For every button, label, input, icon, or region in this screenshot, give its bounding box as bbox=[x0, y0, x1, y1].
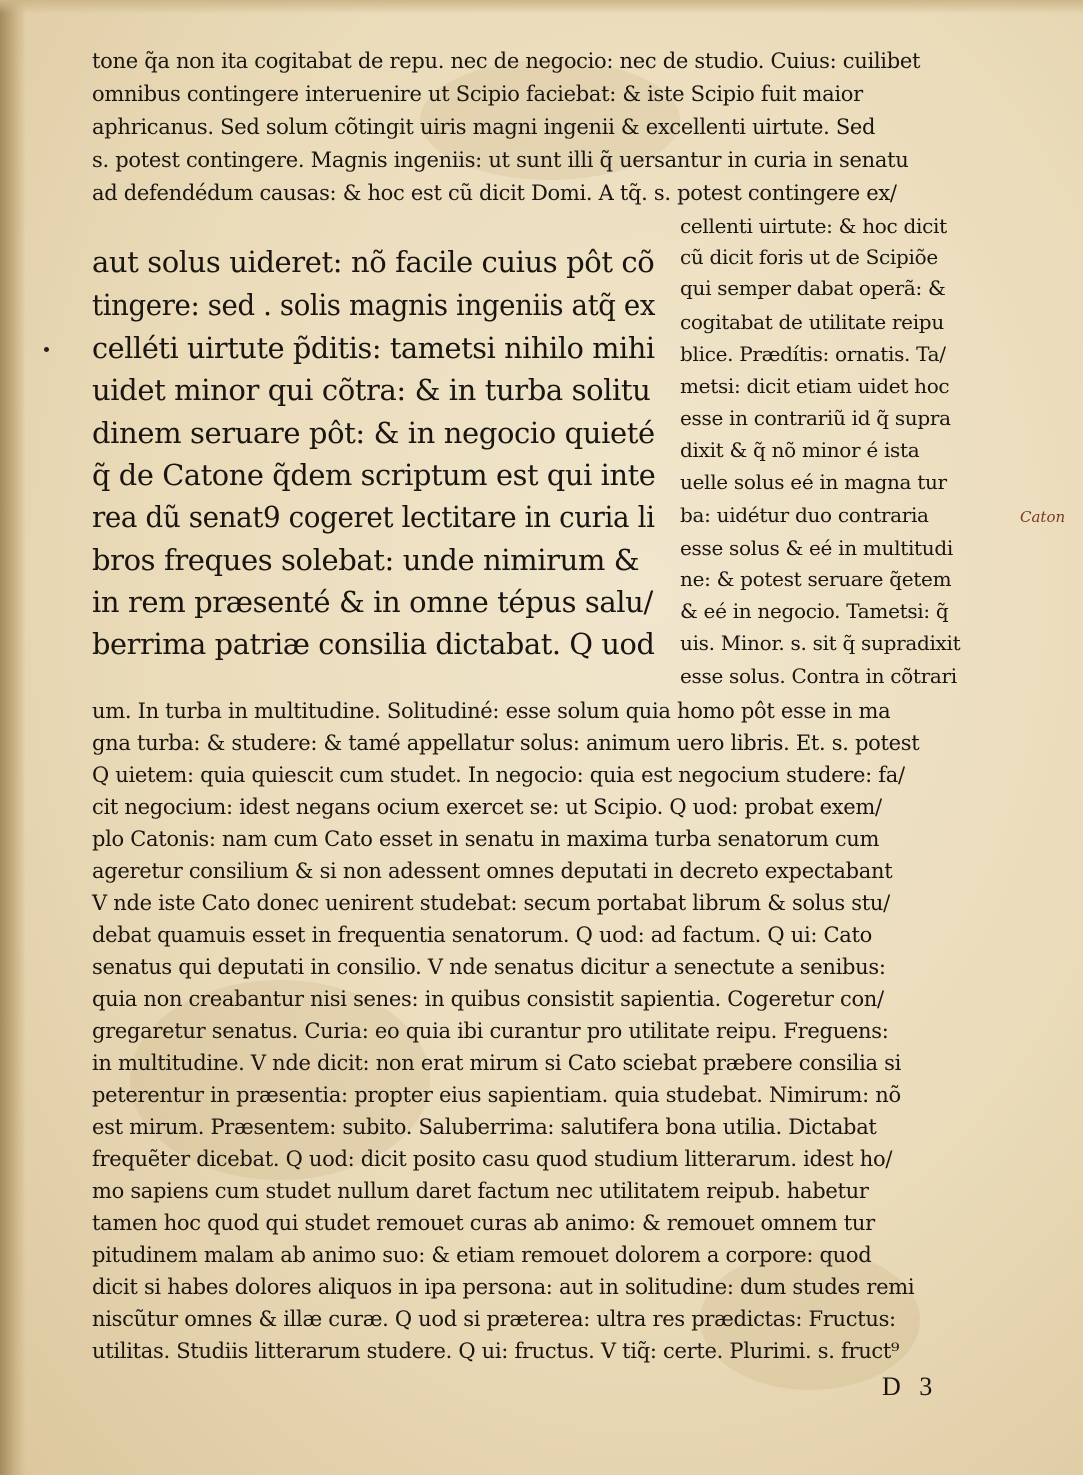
side-line: cellenti uirtute: & hoc dicit bbox=[680, 214, 947, 238]
bottom-line: gna turba: & studere: & tamé appellatur solus: animum uero libris. Et. s. potest bbox=[92, 731, 920, 755]
bottom-line: gregaretur senatus. Curia: eo quia ibi curantur pro utilitate reipu. Freguens: bbox=[92, 1019, 889, 1043]
bottom-line: in multitudine. V nde dicit: non erat mirum si Cato sciebat præbere consilia si bbox=[92, 1051, 901, 1075]
bottom-line: pitudinem malam ab animo suo: & etiam remouet dolorem a corpore: quod bbox=[92, 1243, 872, 1267]
main-line: aut solus uideret: nõ facile cuius pôt cõ bbox=[92, 245, 655, 279]
side-line: esse in contrariũ id q̃ supra bbox=[680, 406, 951, 430]
main-line: q̃ de Catone q̃dem scriptum est qui inte bbox=[92, 458, 656, 492]
side-line: metsi: dicit etiam uidet hoc bbox=[680, 374, 950, 398]
bottom-line: mo sapiens cum studet nullum daret factum nec utilitatem reipub. habetur bbox=[92, 1179, 869, 1203]
main-line: bros freques solebat: unde nimirum & bbox=[92, 543, 640, 577]
page-left-edge bbox=[0, 0, 26, 1475]
main-line: in rem præsenté & in omne tépus salu/ bbox=[92, 585, 653, 619]
side-line: dixit & q̃ nõ minor é ista bbox=[680, 438, 920, 462]
bottom-line: dicit si habes dolores aliquos in ipa persona: aut in solitudine: dum studes remi bbox=[92, 1275, 915, 1299]
top-line: aphricanus. Sed solum cõtingit uiris magni ingenii & excellenti uirtute. Sed bbox=[92, 115, 876, 139]
bottom-line: plo Catonis: nam cum Cato esset in senatu in maxima turba senatorum cum bbox=[92, 827, 880, 851]
top-line: s. potest contingere. Magnis ingeniis: ut sunt illi q̃ uersantur in curia in senatu bbox=[92, 148, 909, 172]
bottom-line: um. In turba in multitudine. Solitudiné: esse solum quia homo pôt esse in ma bbox=[92, 699, 891, 723]
bottom-line: tamen hoc quod qui studet remouet curas ab animo: & remouet omnem tur bbox=[92, 1211, 875, 1235]
main-line: celléti uirtute p̃ditis: tametsi nihilo mihi bbox=[92, 331, 655, 365]
bottom-line: frequẽter dicebat. Q uod: dicit posito casu quod studium litterarum. idest ho/ bbox=[92, 1147, 893, 1171]
side-line: esse solus & eé in multitudi bbox=[680, 536, 953, 560]
side-line: cũ dicit foris ut de Scipiõe bbox=[680, 245, 938, 269]
top-line: tone q̃a non ita cogitabat de repu. nec de negocio: nec de studio. Cuius: cuilibet bbox=[92, 49, 921, 73]
main-line: tingere: sed . solis magnis ingeniis atq̃ ex bbox=[92, 288, 656, 322]
bottom-line: cit negocium: idest negans ocium exercet se: ut Scipio. Q uod: probat exem/ bbox=[92, 795, 882, 819]
top-line: ad defendédum causas: & hoc est cũ dicit Domi. A tq̃. s. potest contingere ex/ bbox=[92, 181, 897, 205]
side-line: uis. Minor. s. sit q̃ supradixit bbox=[680, 631, 961, 655]
side-line: & eé in negocio. Tametsi: q̃ bbox=[680, 599, 949, 623]
bottom-line: debat quamuis esset in frequentia senatorum. Q uod: ad factum. Q ui: Cato bbox=[92, 923, 872, 947]
bottom-line: quia non creabantur nisi senes: in quibus consistit sapientia. Cogeretur con/ bbox=[92, 987, 884, 1011]
top-line: omnibus contingere interuenire ut Scipio faciebat: & iste Scipio fuit maior bbox=[92, 82, 863, 106]
main-line: berrima patriæ consilia dictabat. Q uod bbox=[92, 627, 655, 661]
bottom-line: est mirum. Præsentem: subito. Saluberrima: salutifera bona utilia. Dictabat bbox=[92, 1115, 877, 1139]
side-line: esse solus. Contra in cõtrari bbox=[680, 664, 957, 688]
bottom-line: peterentur in præsentia: propter eius sapientiam. quia studebat. Nimirum: nõ bbox=[92, 1083, 901, 1107]
side-line: ne: & potest seruare q̃etem bbox=[680, 567, 952, 591]
signature-mark: D 3 bbox=[882, 1372, 939, 1401]
bottom-line: ageretur consilium & si non adessent omnes deputati in decreto expectabant bbox=[92, 859, 893, 883]
page-top-edge bbox=[0, 0, 1083, 14]
side-line: blice. Prædítis: ornatis. Ta/ bbox=[680, 342, 946, 366]
ink-dot bbox=[44, 347, 49, 352]
margin-annotation: Caton bbox=[1020, 508, 1066, 526]
bottom-line: senatus qui deputati in consilio. V nde senatus dicitur a senectute a senibus: bbox=[92, 955, 886, 979]
main-line: dinem seruare pôt: & in negocio quieté bbox=[92, 416, 655, 450]
bottom-line: V nde iste Cato donec uenirent studebat: secum portabat librum & solus stu/ bbox=[92, 891, 890, 915]
side-line: cogitabat de utilitate reipu bbox=[680, 310, 944, 334]
main-line: uidet minor qui cõtra: & in turba solitu bbox=[92, 373, 651, 407]
side-line: ba: uidétur duo contraria bbox=[680, 503, 929, 527]
side-line: uelle solus eé in magna tur bbox=[680, 470, 947, 494]
bottom-line: utilitas. Studiis litterarum studere. Q ui: fructus. V tiq̃: certe. Plurimi. s. fruct⁹ bbox=[92, 1339, 900, 1363]
bottom-line: Q uietem: quia quiescit cum studet. In negocio: quia est negocium studere: fa/ bbox=[92, 763, 905, 787]
side-line: qui semper dabat operã: & bbox=[680, 276, 946, 300]
main-line: rea dũ senat9 cogeret lectitare in curia li bbox=[92, 500, 655, 534]
bottom-line: niscũtur omnes & illæ curæ. Q uod si præterea: ultra res prædictas: Fructus: bbox=[92, 1307, 896, 1331]
